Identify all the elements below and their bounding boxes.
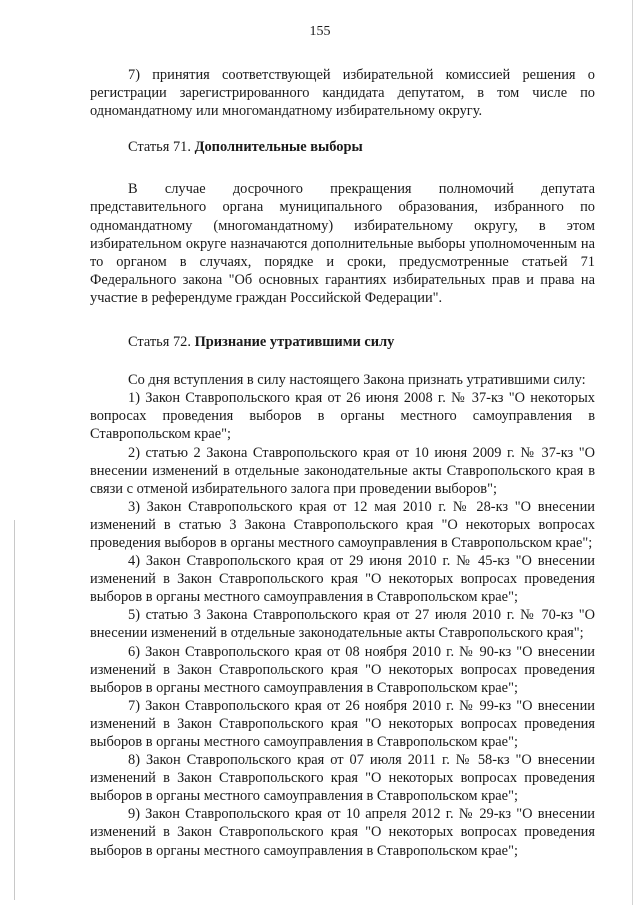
article-72-prefix: Статья 72. bbox=[128, 334, 191, 351]
list-item: 6) Закон Ставропольского края от 08 ноября 2010 г. № 90-кз "О внесении изменений в Закон Ставропольского края "О некоторых вопросах проведения выборов в органы местного самоуправления в Ставропольском крае"; bbox=[90, 643, 595, 696]
article-71-title: Дополнительные выборы bbox=[194, 139, 363, 156]
list-item: 3) Закон Ставропольского края от 12 мая 2010 г. № 28-кз "О внесении изменений в статью 3 Закона Ставропольского края "О некоторых вопросах проведения выборов в органы местного самоуправления в Ставропольском крае"; bbox=[90, 498, 595, 551]
list-item: 4) Закон Ставропольского края от 29 июня 2010 г. № 45-кз "О внесении изменений в Закон Ставропольского края "О некоторых вопросах проведения выборов в органы местного самоуправления в Ставропольском крае"; bbox=[90, 553, 595, 606]
article-71-text: В случае досрочного прекращения полномочий депутата представительного органа муниципального образования, избранного по одномандатному (многомандатному) избирательному округу, в этом избирательном округе назначаются дополнительные выборы уполномоченным на то органом в случаях, порядке и сроки, предусмотренные статьей 71 Федерального закона "Об основных гарантиях избирательных прав и права на участие в референдуме граждан Российской Федерации". bbox=[90, 181, 595, 306]
scan-edge-left bbox=[14, 520, 15, 900]
list-item: 8) Закон Ставропольского края от 07 июля 2011 г. № 58-кз "О внесении изменений в Закон Ставропольского края "О некоторых вопросах проведения выборов в органы местного самоуправления в Ставропольском крае"; bbox=[90, 752, 595, 805]
list-item: 9) Закон Ставропольского края от 10 апреля 2012 г. № 29-кз "О внесении изменений в Закон Ставропольского края "О некоторых вопросах проведения выборов в органы местного самоуправления в Ставропольском крае"; bbox=[90, 806, 595, 859]
article-72-heading bbox=[90, 333, 595, 351]
article-71-heading bbox=[90, 138, 595, 156]
document-body bbox=[90, 66, 595, 860]
list-item: 7) Закон Ставропольского края от 26 ноября 2010 г. № 99-кз "О внесении изменений в Закон Ставропольского края "О некоторых вопросах проведения выборов в органы местного самоуправления в Ставропольском крае"; bbox=[90, 697, 595, 750]
article-72-title: Признание утратившими силу bbox=[194, 334, 395, 351]
list-item: 5) статью 3 Закона Ставропольского края от 27 июля 2010 г. № 70-кз "О внесении изменений в отдельные законодательные акты Ставропольского края"; bbox=[90, 607, 595, 642]
page-number: 155 bbox=[309, 24, 331, 39]
scan-edge-right bbox=[632, 0, 633, 905]
article-72-intro: Со дня вступления в силу настоящего Закона признать утратившими силу: bbox=[128, 372, 586, 389]
list-item: 1) Закон Ставропольского края от 26 июня 2008 г. № 37-кз "О некоторых вопросах проведения выборов в органы местного самоуправления в Ставропольском крае"; bbox=[90, 390, 595, 443]
item-7-paragraph: 7) принятия соответствующей избирательной комиссией решения о регистрации зарегистрированного кандидата депутатом, в том числе по одномандатному или многомандатному избирательному округу. bbox=[90, 67, 595, 120]
list-item: 2) статью 2 Закона Ставропольского края от 10 июня 2009 г. № 37-кз "О внесении изменений в отдельные законодательные акты Ставропольского края в связи с отменой избирательного залога при проведении выборов"; bbox=[90, 444, 595, 497]
article-71-prefix: Статья 71. bbox=[128, 139, 191, 156]
